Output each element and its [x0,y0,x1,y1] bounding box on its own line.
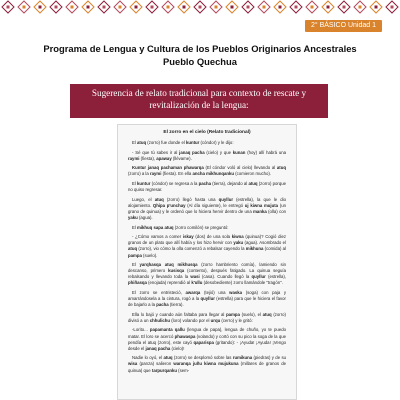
story-text: (dos) de una sola [193,234,232,240]
story-paragraphs [128,140,286,374]
quechua-word: rumikuna [232,355,253,361]
quechua-word: atuq [137,140,147,146]
story-text: (fiesta), [139,155,157,161]
quechua-word: apaway [156,155,172,161]
story-text: (piedras) y de su [252,355,286,361]
story-text: El [132,262,140,268]
banner-line1: Sugerencia de relato tradicional para contexto de rescate y [91,88,307,98]
story-text: (zorro), vio cómo la olla comenzó a rebalsar cayendo la [137,246,246,252]
story-text: (cielo) y que [204,149,233,155]
story-text: Ella lo bajó y cuando aún faltaba para llegar al [132,311,227,317]
story-text: (comida) al [263,246,286,252]
story-text: (sem- [176,367,190,373]
page-title [20,42,380,68]
section-banner [70,84,328,118]
story-text: (gritando): - ¡Ayuda! ¡Ayuda! ¡Vengo desde el [128,339,286,351]
story-text: (zorro comilón) se preguntó: [173,224,229,230]
quechua-word: pampa [226,311,240,317]
quechua-word: raymi [149,171,162,177]
story-text: (tierra), dejando al [211,181,249,187]
story-text: (millares de granos de quinua) que [128,361,286,373]
story-paragraph [128,140,286,146]
story-text: (comieron mucho). [234,171,272,177]
story-text: (cóndor) y le dijo: [199,140,234,146]
quechua-word: mikhuna [245,246,264,252]
quechua-word: yaku [233,240,244,246]
story-paragraph [128,181,286,193]
quechua-word: urqu [210,317,221,323]
story-paragraph [128,165,286,177]
story-text: El [132,140,138,146]
story-text: (volando) y cortó con su pico la soga de la que pendía el atuq (zorro), este cayó [128,333,286,345]
quechua-word: manka [253,208,267,214]
quechua-word: Kuntur janaq pachaman phawarqa [132,165,204,171]
story-paragraph [128,312,286,324]
story-text: (llévame). [171,155,192,161]
quechua-word: atuq [248,181,258,187]
quechua-word: quyllur [251,274,266,280]
quechua-word: yarqhasqa atuq mikhusqa [139,262,198,268]
quechua-word: awarqa [185,289,201,295]
quechua-word: phiñasqa [128,280,147,286]
quechua-word: quyllur [200,296,215,302]
quechua-word: chhulichu [149,317,171,323]
grade-unit-badge: 2° BÁSICO Unidad 1 [305,20,382,32]
story-document [117,124,297,400]
quechua-word: qaparispa [193,339,214,345]
story-paragraph [128,327,286,351]
story-text: Luego, el [132,196,155,202]
story-paragraph [128,150,286,162]
story-text: (un grano de quinua) y le ordenó que lo hiciera hervir dentro de una [128,202,287,214]
quechua-word: pacha [156,302,169,308]
quechua-word: kiwna [231,234,244,240]
andean-pattern-icon [0,0,400,14]
story-text: (casa). Cuando llegó la [199,274,252,280]
banner-line2: revitalización de la lengua: [149,99,249,110]
story-text: (zorro) porque no quiso regresar. [128,181,286,193]
quechua-word: raymi [128,155,140,161]
story-text: (estrella), la que le dio alojamiento. [128,196,286,208]
quechua-word: wasi [190,274,200,280]
story-text: (desobediente) zorro llamándole "tragón". [202,280,283,286]
quechua-word: wisa [128,361,138,367]
story-text: (zorro) a la [128,171,150,177]
story-text: (estrella) para que le hiciera el favor de bajarlo a la [128,296,286,308]
quechua-word: yaku [128,215,138,221]
quechua-word: k'ullu [191,280,203,286]
story-text: (cerro) y le gritó: [220,317,253,323]
page-title-line2: Pueblo Quechua [163,56,237,67]
story-paragraph [128,225,286,231]
story-text: (fiesta). En ella [161,171,193,177]
story-text: (zorro) divisó a un [128,311,286,323]
quechua-word: mikhuq sapa atuq [137,224,174,230]
story-title: El zorro en el cielo (Relato tradicional) [163,130,251,135]
story-text: (cielo)! [170,345,185,351]
story-paragraph [128,355,286,373]
quechua-word: kuntur [185,140,200,146]
quechua-word: pampa [128,252,142,258]
story-paragraph [128,234,286,258]
quechua-word: waska [229,289,243,295]
quechua-word: ancha mikhunqanku [192,171,235,177]
quechua-word: kusisqa [168,268,185,274]
story-text: (agua). Asombrado el [243,240,286,246]
story-text: (suelo). [141,252,158,258]
story-text: (Al día siguiente), le entregó [185,202,245,208]
story-text: (zorro hambriento comía), lamiendo sin descanso, primero [128,262,286,274]
quechua-word: kuntur [137,181,151,187]
story-text: (soga) con paja y amarrándosela a la cintura, rogó a la [128,289,287,302]
quechua-word: quyllur [218,196,233,202]
story-document-body [118,125,296,374]
story-text: (olla) con [266,208,286,214]
story-text: El zorro se entristeció, [132,289,186,295]
quechua-word: janaq pacha [145,345,171,351]
story-text: (tierra). [168,302,184,308]
story-text: (El cóndor voló al cielo) llevando al [203,165,277,171]
quechua-word: uj kiwna mujuta [244,202,279,208]
quechua-word: atuq [262,311,272,317]
story-text: (zorro) llegó hasta una [163,196,219,202]
story-text: -Lorito... [132,327,150,333]
quechua-word: atuq [276,165,286,171]
quechua-word: iskay [182,234,194,240]
story-paragraph [128,262,286,286]
story-text: - Sé que tú sabes ir al [132,149,180,155]
story-text: - ¿Cómo vamos a comer [132,234,183,240]
story-text: Nadie lo oyó, el [132,355,164,361]
quechua-word: atuq [163,355,173,361]
story-text: (estrella), [265,274,287,280]
story-text: (panza) salieron [137,361,174,367]
story-text: (lengua de papa), lengua de chuño, yo te puedo matar. El loro se acercó [128,327,286,339]
story-text: (enojada) reprendió al [146,280,192,286]
quechua-word: atuq [128,246,138,252]
page-title-line1: Programa de Lengua y Cultura de los Pueblos Originarios Ancestrales [43,43,357,54]
quechua-word: kunan [232,149,246,155]
story-text: (hoy) allí habrá una [245,149,287,155]
quechua-word: tarpurqanku [151,367,177,373]
story-text: (contento), después fatigado. La quinua seguía rebalsando y llevando toda la [128,268,286,280]
quechua-word: janaq pacha [179,149,205,155]
story-text: (loro) volando por el [170,317,211,323]
story-paragraph [128,197,286,221]
quechua-word: papamanta qallu [149,327,185,333]
quechua-word: Qhipa p'unchay [152,202,186,208]
story-text: El [132,224,138,230]
story-text: (cóndor) se regresa a la [150,181,199,187]
story-text: (quinua)? Cogió diez granos de un plato que allí había y los hizo hervir con [128,234,286,246]
quechua-word: pacha [198,181,212,187]
quechua-word: phawaspa [174,333,196,339]
story-paragraph [128,290,286,308]
story-text: El [132,181,138,187]
decorative-pattern-band [0,0,400,14]
story-text: (zorro) se desplomó sobre las [172,355,233,361]
story-text: (tejió) una [200,289,230,295]
story-text: (zorro) fue donde el [146,140,186,146]
quechua-word: waranqa juñu kiwna mujukuna [173,361,239,367]
quechua-word: atuq [154,196,164,202]
story-text: (suelo), el [239,311,263,317]
story-text: (agua). [137,215,153,221]
